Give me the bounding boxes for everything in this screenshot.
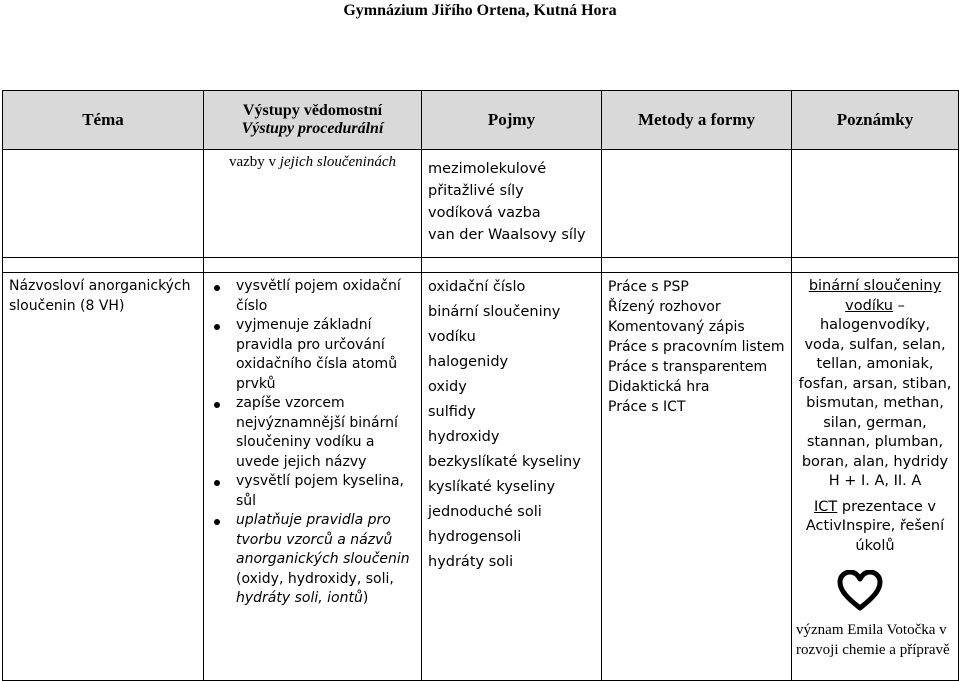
list-item: vodíková vazba — [428, 205, 541, 221]
list-item: jednoduché soli — [428, 504, 542, 520]
vazby-text-italic: jejich sloučeninách — [279, 154, 397, 170]
vazby-text-plain: vazby v — [228, 154, 280, 170]
curriculum-table — [2, 90, 958, 678]
table-row-nazvoslovi — [3, 273, 959, 681]
list-item: Didaktická hra — [608, 379, 710, 395]
heart-outline-icon — [836, 570, 884, 612]
list-item: bezkyslíkaté kyseliny — [428, 454, 581, 470]
ict-text: prezentace v ActivInspire, řešení úkolů — [805, 498, 945, 554]
ict-label: ICT — [813, 498, 838, 515]
list-item: sulfidy — [428, 404, 476, 420]
list-item: vysvětlí pojem kyselina, sůl — [236, 472, 415, 511]
poznamky-dash: – — [892, 297, 905, 314]
cell-vystupy-vazby — [204, 150, 422, 258]
header-pojmy: Pojmy — [422, 91, 602, 150]
list-item: Komentovaný zápis — [608, 319, 745, 335]
list-item: hydrogensoli — [428, 529, 522, 545]
list-item: zapíše vzorcem nejvýznamnější binární sloučeniny vodíku a uvede jejich názvy — [236, 394, 415, 472]
vystup-proc-close: ) — [362, 590, 369, 606]
school-header: Gymnázium Jiřího Ortena, Kutná Hora — [343, 2, 617, 19]
cell-metody-empty — [602, 150, 792, 258]
list-item: Práce s PSP — [608, 279, 689, 295]
header-vystupy-vedomostni: Výstupy vědomostní — [242, 102, 383, 119]
vystup-proc-plain: (oxidy, hydroxidy, soli, — [236, 570, 394, 587]
poznamky-text: halogenvodíky, voda, sulfan, selan, tellan, amoniak, fosfan, arsan, stiban, bismutan, methan, silan, german, stannan, plumban, boran, alan, hydridy H + I. A, II. A — [798, 317, 952, 489]
cell-pojmy-vazby — [422, 150, 602, 258]
table-gap-row — [3, 258, 959, 273]
list-item — [236, 511, 415, 609]
note-emil-votocek: význam Emila Votočka v rozvoji chemie a přípravě — [796, 622, 950, 658]
list-item: přitažlivé síly — [428, 183, 524, 199]
list-item: binární sloučeniny vodíku — [428, 304, 561, 345]
tema-nazvoslovi: Názvosloví anorganických sloučenin (8 VH) — [9, 278, 191, 314]
header-metody: Metody a formy — [602, 91, 792, 150]
vystup-proc-italic: uplatňuje pravidla pro tvorbu vzorců a názvů anorganických sloučenin — [236, 512, 410, 567]
list-item: vyjmenuje základní pravidla pro určování oxidačního čísla atomů prvků — [236, 316, 415, 394]
header-vystupy — [204, 91, 422, 150]
list-item: mezimolekulové — [428, 161, 547, 177]
cell-tema-empty — [3, 150, 204, 258]
list-item: Řízený rozhovor — [608, 299, 721, 315]
header-vystupy-proceduralni: Výstupy procedurální — [241, 120, 384, 137]
list-item: halogenidy — [428, 354, 509, 370]
cell-tema-nazvoslovi — [3, 273, 204, 681]
list-item: hydráty soli — [428, 554, 514, 570]
header-poznamky: Poznámky — [792, 91, 959, 150]
poznamky-underlined: binární sloučeniny vodíku — [808, 278, 942, 314]
cell-poznamky-empty — [792, 150, 959, 258]
list-item: vysvětlí pojem oxidační číslo — [236, 277, 415, 316]
list-item: van der Waalsovy síly — [428, 227, 586, 243]
list-item: hydroxidy — [428, 429, 500, 445]
table-header-row — [3, 91, 959, 150]
cell-vystupy-nazvoslovi — [204, 273, 422, 681]
list-item: Práce s transparentem — [608, 359, 768, 375]
list-item: oxidy — [428, 379, 467, 395]
cell-metody-nazvoslovi — [602, 273, 792, 681]
cell-pojmy-nazvoslovi — [422, 273, 602, 681]
list-item: kyslíkaté kyseliny — [428, 479, 556, 495]
list-item: Práce s ICT — [608, 399, 686, 415]
header-tema: Téma — [3, 91, 204, 150]
vystupy-list — [208, 277, 415, 511]
cell-poznamky-nazvoslovi — [792, 273, 959, 681]
list-item: oxidační číslo — [428, 279, 526, 295]
vystup-proc-italic2: hydráty soli, iontů — [236, 590, 363, 606]
list-item: Práce s pracovním listem — [608, 339, 785, 355]
table-row-vazby — [3, 150, 959, 258]
